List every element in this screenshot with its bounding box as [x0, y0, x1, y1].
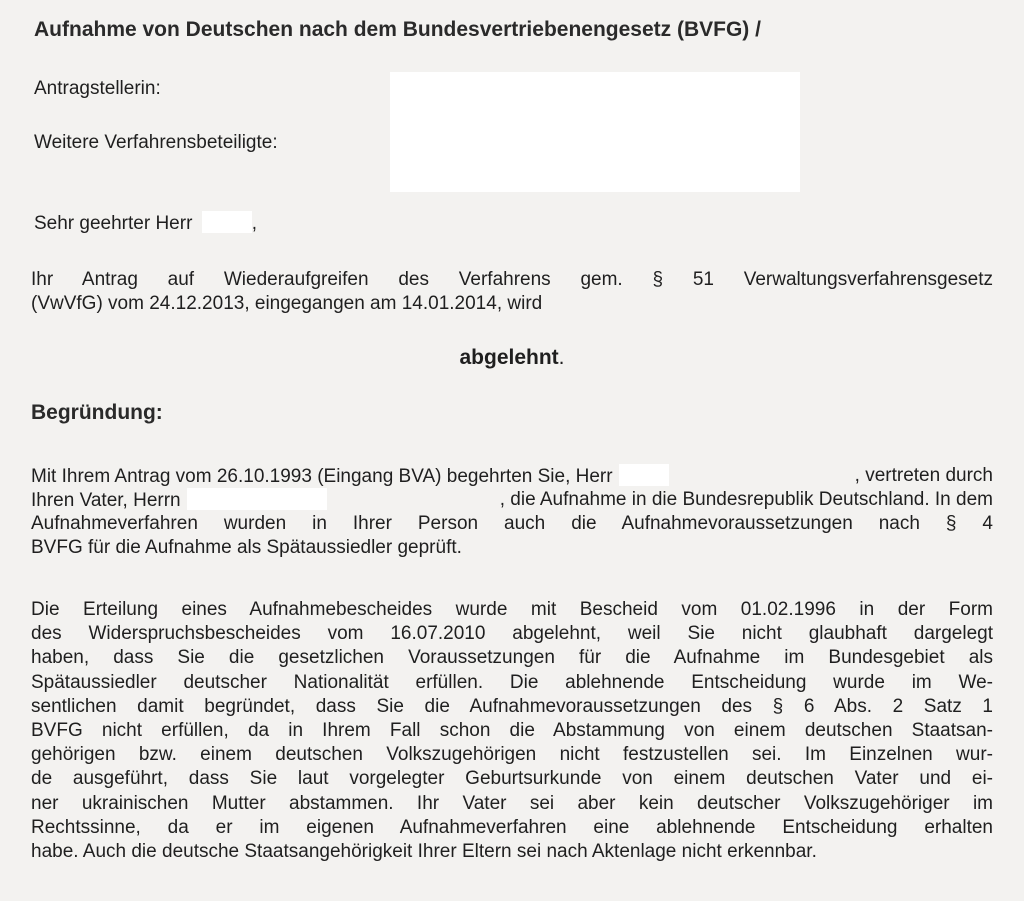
para2-line: gehörigen bzw. einem deutschen Volkszugehörigen nicht festzustellen sei. Im Einzelnen wur-: [31, 744, 993, 766]
para2-line: sentlichen damit begründet, dass Sie die Aufnahmevoraussetzungen des § 6 Abs. 2 Satz 1: [31, 695, 993, 717]
para1-line-2b: , die Aufnahme in die Bundesrepublik Deutschland. In dem: [499, 489, 993, 510]
para2-line: des Widerspruchsbescheides vom 16.07.2010 abgelehnt, weil Sie nicht glaubhaft dargelegt: [31, 623, 993, 645]
name-redaction-1: [619, 464, 669, 486]
para1-line-1a: Mit Ihrem Antrag vom 26.10.1993 (Eingang BVA) begehrten Sie, Herr: [31, 466, 613, 487]
para2-line: Rechtssinne, da er im eigenen Aufnahmeverfahren eine ablehnende Entscheidung erhalten: [31, 816, 993, 838]
salutation-prefix: Sehr geehrter Herr: [34, 213, 193, 234]
intro-paragraph: [31, 268, 993, 316]
para2-line: Spätaussiedler deutscher Nationalität erfüllen. Die ablehnende Entscheidung wurde im We-: [31, 671, 993, 693]
para2-line: ner ukrainischen Mutter abstammen. Ihr Vater sei aber kein deutscher Volkszugehöriger im: [31, 792, 993, 814]
decision: [0, 346, 1024, 370]
applicant-label: Antragstellerin:: [34, 78, 161, 99]
reason-heading: Begründung:: [31, 401, 163, 424]
intro-line-1: Ihr Antrag auf Wiederaufgreifen des Verfahrens gem. § 51 Verwaltungsverfahrensgesetz: [31, 269, 993, 290]
para2-line: BVFG nicht erfüllen, da in Ihrem Fall schon die Abstammung von einem deutschen Staatsan-: [31, 719, 993, 741]
document-title: Aufnahme von Deutschen nach dem Bundesvertriebenengesetz (BVFG) /: [34, 18, 761, 41]
para1-line-2a: Ihren Vater, Herrn: [31, 490, 181, 511]
salutation-name-redaction: [202, 211, 252, 233]
para1-line-4: BVFG für die Aufnahme als Spätaussiedler geprüft.: [31, 537, 462, 558]
para1-line-2: [31, 488, 993, 512]
name-redaction-2: [187, 488, 327, 510]
para1-line-1b: , vertreten durch: [854, 465, 993, 486]
redaction-block: [390, 72, 800, 192]
para2-line: Die Erteilung eines Aufnahmebescheides wurde mit Bescheid vom 01.02.1996 in der Form: [31, 599, 993, 620]
para2-line: haben, dass Sie die gesetzlichen Voraussetzungen für die Aufnahme im Bundesgebiet als: [31, 647, 993, 669]
decision-dot: .: [558, 346, 565, 369]
reason-paragraph-2: [31, 598, 993, 864]
salutation-suffix: ,: [251, 213, 257, 234]
parties-label: Weitere Verfahrensbeteiligte:: [34, 132, 278, 153]
intro-line-2: (VwVfG) vom 24.12.2013, eingegangen am 14.01.2014, wird: [31, 293, 543, 314]
decision-word: abgelehnt: [459, 346, 559, 369]
para2-line: de ausgeführt, dass Sie laut vorgelegter Geburtsurkunde von einem deutschen Vater und ei-: [31, 768, 993, 790]
para1-line-3: Aufnahmeverfahren wurden in Ihrer Person auch die Aufnahmevoraussetzungen nach § 4: [31, 513, 993, 534]
salutation: [34, 211, 257, 235]
para2-line: habe. Auch die deutsche Staatsangehörigkeit Ihrer Eltern sei nach Aktenlage nicht erkennbar.: [31, 840, 817, 862]
para1-line-1: [31, 464, 993, 488]
reason-paragraph-1: [31, 464, 993, 560]
